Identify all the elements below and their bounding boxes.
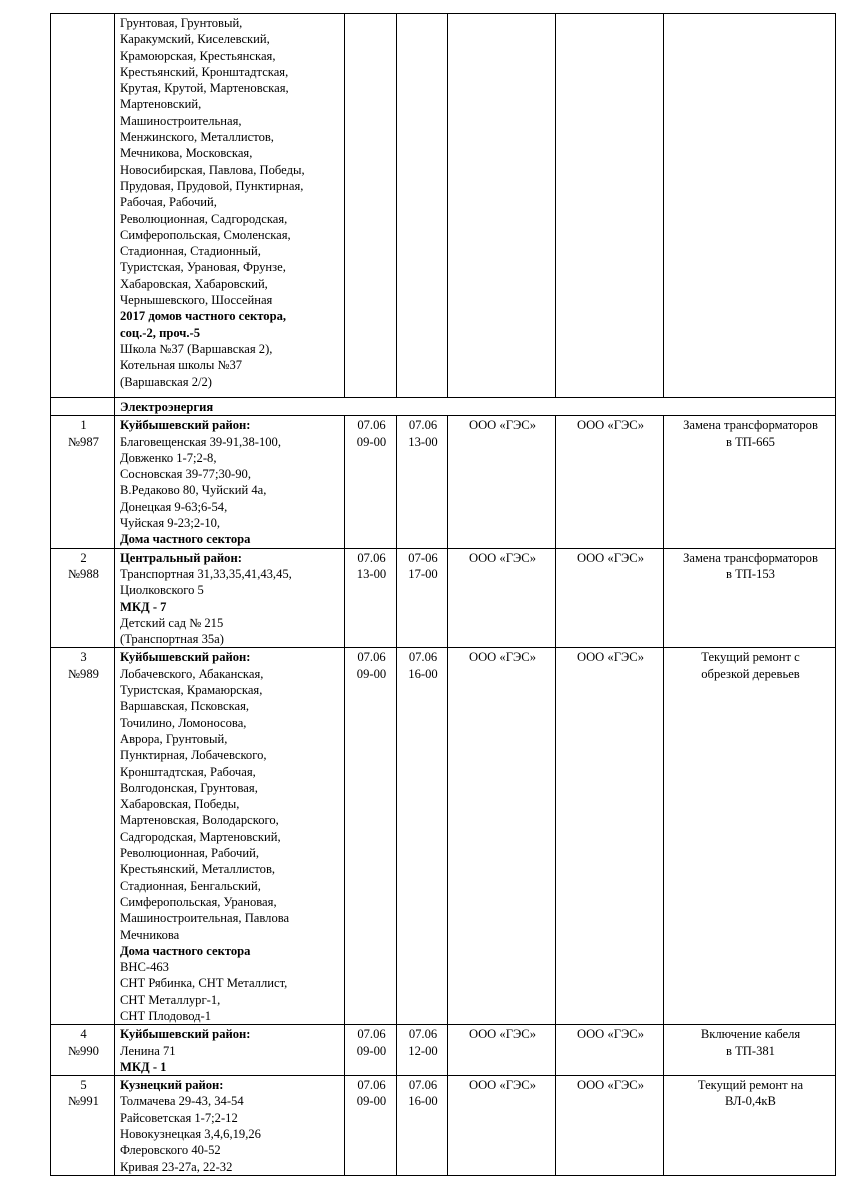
row-number: 2 [80, 550, 87, 565]
num-cell [51, 416, 115, 548]
work-line: Текущий ремонт с [701, 650, 800, 665]
work-cell [664, 548, 836, 648]
request-code: №987 [68, 434, 99, 449]
street-line: Хабаровская, Хабаровский, [120, 276, 268, 291]
summary-line: Дома частного сектора [120, 532, 251, 547]
summary-line: соц.-2, проч.-5 [120, 325, 201, 340]
street-line: Циолковского 5 [120, 583, 204, 598]
work-line: в ТП-381 [726, 1043, 775, 1058]
continuation-address-list [120, 15, 341, 308]
org1-cell [448, 14, 556, 398]
street-line: Чуйская 9-23;2-10, [120, 516, 221, 531]
continuation-extra-list [120, 341, 341, 390]
start-time: 09-00 [356, 1094, 387, 1109]
start-cell [345, 14, 397, 398]
start-time: 09-00 [356, 434, 387, 449]
organization-name: ООО «ГЭС» [468, 418, 537, 433]
work-cell [664, 1076, 836, 1176]
org2-cell [556, 548, 664, 648]
district-name: Центральный район: [120, 550, 242, 565]
section-title: Электроэнергия [115, 398, 836, 416]
street-line: Хабаровская, Победы, [120, 797, 240, 812]
outage-table [50, 13, 836, 1176]
org2-cell [556, 416, 664, 548]
contractor-name: ООО «ГЭС» [576, 550, 645, 565]
street-line: Ленина 71 [120, 1043, 176, 1058]
num-cell [51, 14, 115, 398]
address-cell [115, 14, 345, 398]
street-line: Стадионная, Бенгальский, [120, 878, 261, 893]
end-time: 16-00 [408, 1094, 438, 1109]
street-line: Симферопольская, Урановая, [120, 894, 277, 909]
street-line: Крестьянский, Металлистов, [120, 862, 276, 877]
start-date: 07.06 [357, 418, 386, 433]
extra-line: Детский сад № 215 [120, 615, 224, 630]
street-line: Мартеновская, Володарского, [120, 813, 279, 828]
num-cell [51, 648, 115, 1025]
street-line: Пунктирная, Лобачевского, [120, 748, 267, 763]
extra-line: СНТ Рябинка, СНТ Металлист, [120, 976, 288, 991]
end-cell [397, 1025, 448, 1076]
contractor-name: ООО «ГЭС» [576, 1027, 645, 1042]
end-time: 17-00 [408, 566, 438, 581]
start-time: 09-00 [356, 666, 387, 681]
street-line: Лобачевского, Абаканская, [120, 666, 264, 681]
street-line: Рабочая, Рабочий, [120, 195, 217, 210]
work-line: Замена трансформаторов [683, 418, 818, 433]
street-line: Новосибирская, Павлова, Победы, [120, 162, 305, 177]
work-line: Замена трансформаторов [683, 550, 818, 565]
contractor-name: ООО «ГЭС» [576, 650, 645, 665]
end-cell [397, 416, 448, 548]
organization-name: ООО «ГЭС» [468, 550, 537, 565]
street-line: Туристская, Урановая, Фрунзе, [120, 260, 286, 275]
work-cell [664, 416, 836, 548]
address-cell [115, 1076, 345, 1176]
end-date: 07.06 [408, 1027, 438, 1042]
continuation-summary [120, 308, 341, 341]
extra-line: СНТ Металлург-1, [120, 992, 221, 1007]
start-cell [345, 1025, 397, 1076]
num-cell [51, 1076, 115, 1176]
street-line: Толмачева 29-43, 34-54 [120, 1094, 244, 1109]
request-code: №990 [68, 1043, 99, 1058]
section-row [51, 398, 836, 416]
end-date: 07.06 [408, 418, 438, 433]
outage-row [51, 1076, 836, 1176]
street-line: Варшавская, Псковская, [120, 699, 250, 714]
start-date: 07.06 [357, 1078, 386, 1093]
contractor-name: ООО «ГЭС» [576, 1078, 645, 1093]
street-line: Революционная, Рабочий, [120, 846, 259, 861]
street-line: Крамоюрская, Крестьянская, [120, 48, 276, 63]
end-time: 12-00 [408, 1043, 438, 1058]
street-line: Мечникова, Московская, [120, 146, 253, 161]
outage-row [51, 648, 836, 1025]
work-line: обрезкой деревьев [701, 666, 800, 681]
end-date: 07-06 [408, 550, 438, 565]
continuation-row [51, 14, 836, 398]
request-code: №991 [68, 1094, 99, 1109]
org2-cell [556, 1025, 664, 1076]
org2-cell [556, 1076, 664, 1176]
org1-cell [448, 416, 556, 548]
row-number: 3 [80, 650, 87, 665]
organization-name: ООО «ГЭС» [468, 1078, 537, 1093]
organization-name: ООО «ГЭС» [468, 1027, 537, 1042]
extra-line: Школа №37 (Варшавская 2), [120, 341, 273, 356]
street-line: Волгодонская, Грунтовая, [120, 780, 258, 795]
street-line: Сосновская 39-77;30-90, [120, 467, 251, 482]
address-cell [115, 1025, 345, 1076]
request-code: №988 [68, 566, 99, 581]
street-line: Симферопольская, Смоленская, [120, 227, 291, 242]
street-line: Кривая 23-27а, 22-32 [120, 1159, 233, 1174]
end-date: 07.06 [408, 650, 438, 665]
address-cell [115, 648, 345, 1025]
outage-row [51, 1025, 836, 1076]
district-name: Куйбышевский район: [120, 418, 251, 433]
end-cell [397, 1076, 448, 1176]
start-time: 09-00 [356, 1043, 387, 1058]
extra-line: СНТ Плодовод-1 [120, 1008, 212, 1023]
street-line: Грунтовая, Грунтовый, [120, 16, 243, 30]
street-line: Прудовая, Прудовой, Пунктирная, [120, 178, 304, 193]
org1-cell [448, 648, 556, 1025]
row-number: 5 [80, 1078, 87, 1093]
start-cell [345, 1076, 397, 1176]
street-line: Стадионная, Стадионный, [120, 244, 261, 259]
start-time: 13-00 [356, 566, 387, 581]
request-code: №989 [68, 666, 99, 681]
work-cell [664, 1025, 836, 1076]
street-line: Туристская, Крамаюрская, [120, 683, 263, 698]
extra-line: ВНС-463 [120, 960, 169, 975]
street-line: Машиностроительная, [120, 113, 242, 128]
street-line: Революционная, Садгородская, [120, 211, 288, 226]
street-line: Кронштадтская, Рабочая, [120, 764, 256, 779]
summary-line: Дома частного сектора [120, 943, 251, 958]
address-cell [115, 416, 345, 548]
row-number: 1 [80, 418, 87, 433]
work-cell [664, 14, 836, 398]
summary-line: МКД - 1 [120, 1059, 167, 1074]
work-line: ВЛ-0,4кВ [725, 1094, 776, 1109]
organization-name: ООО «ГЭС» [468, 650, 537, 665]
street-line: Благовещенская 39-91,38-100, [120, 434, 281, 449]
summary-line: 2017 домов частного сектора, [120, 309, 287, 324]
district-name: Куйбышевский район: [120, 1027, 251, 1042]
work-line: Включение кабеля [700, 1027, 801, 1042]
extra-line: (Транспортная 35а) [120, 632, 224, 647]
street-line: Аврора, Грунтовый, [120, 731, 228, 746]
street-line: Новокузнецкая 3,4,6,19,26 [120, 1127, 261, 1142]
work-line: в ТП-665 [726, 434, 775, 449]
street-line: Мартеновский, [120, 97, 202, 112]
end-time: 16-00 [408, 666, 438, 681]
street-line: Донецкая 9-63;6-54, [120, 499, 228, 514]
work-line: в ТП-153 [726, 566, 775, 581]
start-cell [345, 648, 397, 1025]
street-line: Менжинского, Металлистов, [120, 130, 274, 145]
street-line: Каракумский, Киселевский, [120, 32, 270, 47]
section-num-cell [51, 398, 115, 416]
district-name: Кузнецкий район: [120, 1078, 224, 1093]
end-date: 07.06 [408, 1078, 438, 1093]
street-line: В.Редаково 80, Чуйский 4а, [120, 483, 267, 498]
start-date: 07.06 [357, 1027, 386, 1042]
street-line: Крестьянский, Кронштадтская, [120, 64, 289, 79]
org1-cell [448, 548, 556, 648]
end-cell [397, 548, 448, 648]
street-line: Довженко 1-7;2-8, [120, 450, 217, 465]
street-line: Чернышевского, Шоссейная [120, 293, 273, 308]
end-cell [397, 14, 448, 398]
work-line: Текущий ремонт на [697, 1078, 804, 1093]
street-line: Садгородская, Мартеновский, [120, 829, 281, 844]
start-cell [345, 548, 397, 648]
end-time: 13-00 [408, 434, 438, 449]
summary-line: МКД - 7 [120, 599, 167, 614]
end-cell [397, 648, 448, 1025]
start-date: 07.06 [357, 650, 386, 665]
district-name: Куйбышевский район: [120, 650, 251, 665]
num-cell [51, 1025, 115, 1076]
org1-cell [448, 1076, 556, 1176]
start-cell [345, 416, 397, 548]
num-cell [51, 548, 115, 648]
outage-table-body [51, 14, 836, 1176]
street-line: Флеровского 40-52 [120, 1143, 221, 1158]
street-line: Райсоветская 1-7;2-12 [120, 1110, 238, 1125]
street-line: Мечникова [120, 927, 180, 942]
org2-cell [556, 14, 664, 398]
org1-cell [448, 1025, 556, 1076]
row-number: 4 [80, 1027, 87, 1042]
org2-cell [556, 648, 664, 1025]
outage-row [51, 548, 836, 648]
street-line: Транспортная 31,33,35,41,43,45, [120, 566, 292, 581]
address-cell [115, 548, 345, 648]
contractor-name: ООО «ГЭС» [576, 418, 645, 433]
extra-line: (Варшавская 2/2) [120, 374, 212, 389]
street-line: Крутая, Крутой, Мартеновская, [120, 81, 289, 96]
work-cell [664, 648, 836, 1025]
street-line: Точилино, Ломоносова, [120, 715, 247, 730]
start-date: 07.06 [357, 550, 386, 565]
extra-line: Котельная школы №37 [120, 358, 243, 373]
outage-row [51, 416, 836, 548]
street-line: Машиностроительная, Павлова [120, 911, 290, 926]
